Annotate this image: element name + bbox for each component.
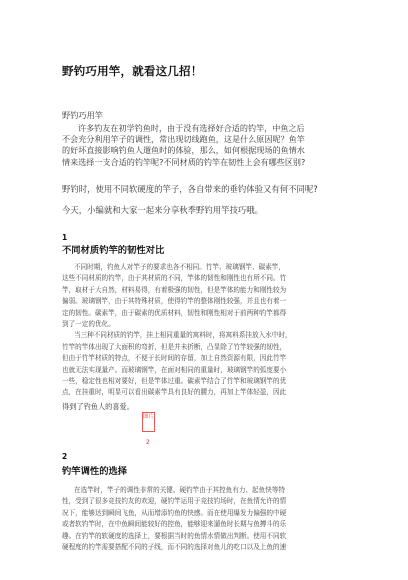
body-line: 性，受到了很多竞技钓友的欢迎，硬钓竿运用于竞技钓场时，在鱼情允许的情	[62, 497, 287, 506]
body-line: 也就无法实现量产。而玻璃钢竿，在面对相同的重量时，玻璃钢竿的弧度要小	[62, 365, 287, 374]
body-line: 偏弱。玻璃钢竿，由于其特殊材质，使得钓竿的整体刚性较强，并且也有着一	[62, 297, 287, 306]
body-line-last: 得到了钓鱼人的喜爱。	[62, 402, 134, 411]
section-number: 2	[62, 452, 68, 461]
lead-paragraph-1: 野钓时，使用不同软硬度的竿子，各自带来的垂钓体验又有何不同呢?	[62, 184, 318, 194]
body-line: 当三种不同材质的钓竿，挂上相同重量的寓料时，将寓料系挂放入水中时，	[74, 331, 292, 340]
article-title: 野钓巧用竿，就看这几招！	[62, 64, 203, 78]
body-line: 硬程度的钓竿需要搭配不同的子线，而不同的选择对鱼儿的吃口以及上鱼的速	[62, 543, 287, 552]
body-line: 趣。在钓竿的软硬度的选择上，要根据当时的鱼情水情做出判断。使用不同软	[62, 531, 287, 540]
intro-line: 许多钓友在初学钓鱼时，由于没有选择好合适的钓竿，中鱼之后	[78, 123, 305, 133]
image-stamp: 图片	[142, 412, 155, 432]
body-line: 况下，能够达到瞬间飞鱼，从而增添钓鱼的快感。而在使用爆发力偏强的中硬	[62, 508, 287, 517]
intro-paragraph	[62, 123, 362, 168]
body-line: 在选竿时，竿子的调性非常的关键。硬钓竿由于其控鱼有力、起鱼快等特	[74, 486, 285, 494]
intro-line: 不会充分利用竿子的调性，常出现切线跑鱼，这是什么原因呢？鱼竿	[62, 134, 305, 145]
body-line: 这些不同材质的钓竿，由于其材质的不同，竿体的韧性和刚性也有所不同。竹	[62, 274, 287, 283]
section-heading: 不同材质钓竿的韧性对比	[62, 245, 165, 256]
stamp-number: 2	[146, 439, 150, 446]
lead-paragraph-2: 今天，小编就和大家一起来分享秋季野钓用竿技巧哦。	[62, 205, 263, 215]
intro-line: 情来选择一支合适的钓竿呢?不同材质的钓竿在韧性上会有哪些区别?	[62, 156, 306, 167]
body-line: 竹竿的竿体出现了大面积的弯折，但是并未折断，凸显除了竹竿较强的韧性，	[62, 342, 287, 351]
body-line: 点，在挂重时，明显可以看出碳素竿具有良好的腰力，再加上竿体轻盈，因此	[62, 388, 287, 397]
body-line: 一些，稳定性也相对要好，但是竿体过重。碳素竿结合了竹竿和玻璃钢竿的优	[62, 377, 287, 386]
article-subtitle: 野钓巧用竿	[62, 110, 103, 120]
body-line: 不同时期，钓鱼人对竿子的要求也各不相同。竹竿、玻璃钢竿、碳素竿，	[74, 263, 285, 271]
intro-line: 的好坏直接影响钓鱼人遛鱼时的体验，那么，如何根据现场的鱼情水	[62, 145, 305, 156]
body-line: 到了一定的优化。	[62, 320, 115, 329]
body-line: 竿，取材于大自然，材料易得，有着极强的韧性，但是竿体的能力和刚性较为	[62, 285, 287, 294]
body-line: 或者软钓竿时，在中鱼瞬间能较好的控鱼，能够迎来遛鱼时长期与鱼搏斗的乐	[62, 520, 287, 529]
section-heading: 钓竿调性的选择	[62, 466, 128, 477]
section-number: 1	[62, 233, 68, 242]
section-body	[62, 485, 364, 553]
body-line: 但由于竹竿材质的特点，不便于长时间的存留，加上自然资源有限，因此竹竿	[62, 354, 287, 363]
section-body	[62, 262, 364, 399]
body-line: 定的韧性。碳素竿，由于碳素的优质材料，韧性和刚性相对于前两种钓竿都得	[62, 308, 287, 317]
